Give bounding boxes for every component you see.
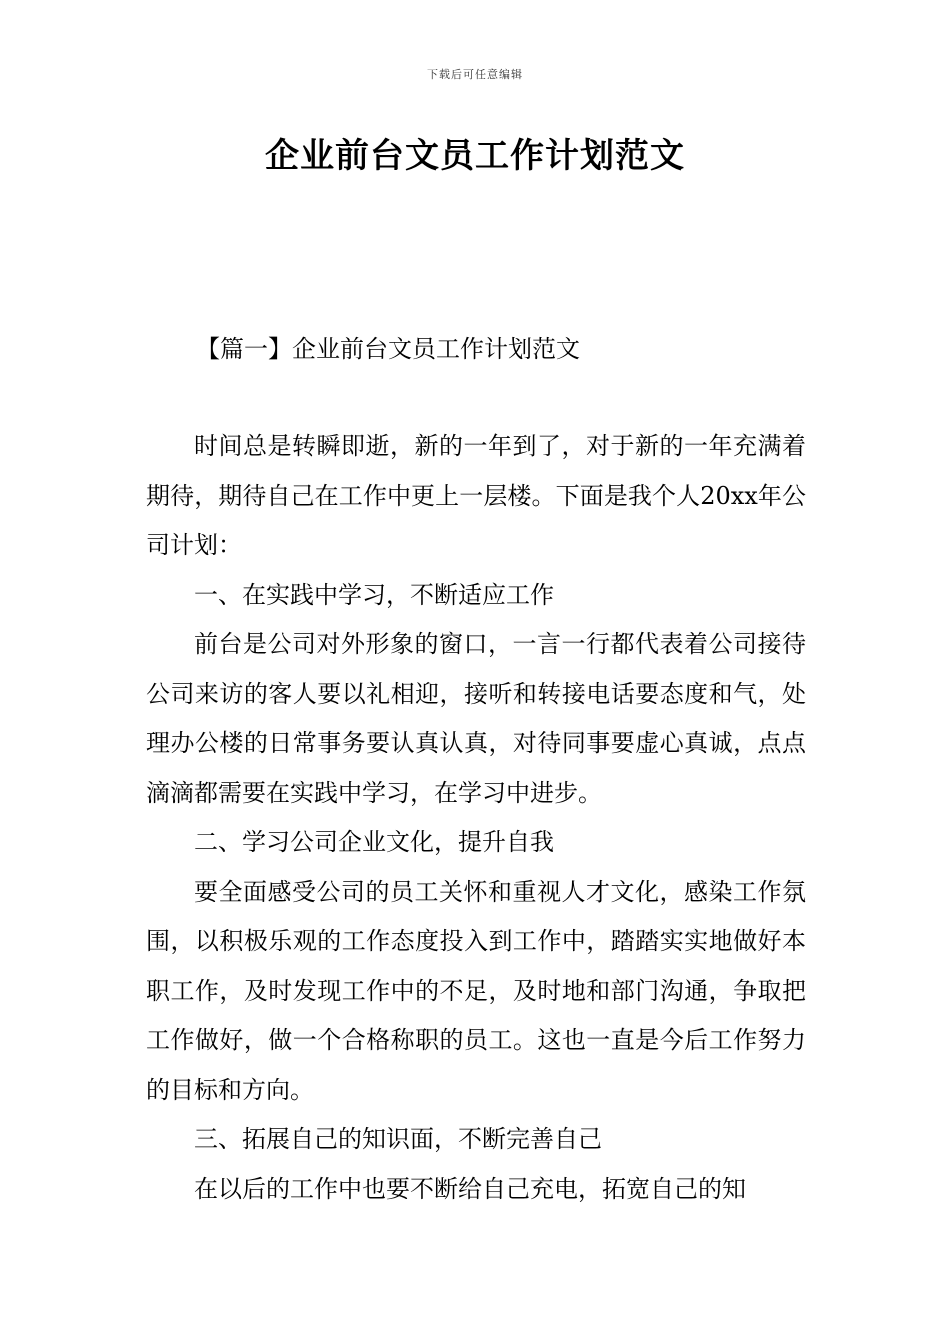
paragraph-1: 前台是公司对外形象的窗口，一言一行都代表着公司接待公司来访的客人要以礼相迎，接听和转接电话要态度和气，处理办公楼的日常事务要认真认真，对待同事要虚心真诚，点点滴滴都需要在实践中学习，在学习中进步。 — [146, 630, 806, 807]
paragraph-3: 在以后的工作中也要不断给自己充电，拓宽自己的知 — [194, 1174, 746, 1203]
paragraph-intro: 时间总是转瞬即逝，新的一年到了，对于新的一年充满着期待，期待自己在工作中更上一层楼。下面是我个人20xx年公司计划： — [146, 432, 806, 559]
subheading-2: 二、学习公司企业文化，提升自我 — [194, 828, 554, 856]
document-body — [146, 422, 806, 1214]
subheading-1: 一、在实践中学习，不断适应工作 — [194, 580, 554, 609]
section-heading: 【篇一】企业前台文员工作计划范文 — [196, 335, 580, 363]
header-note: 下载后可任意编辑 — [427, 68, 523, 81]
subheading-3: 三、拓展自己的知识面，不断完善自己 — [194, 1125, 602, 1153]
paragraph-2: 要全面感受公司的员工关怀和重视人才文化，感染工作氛围，以积极乐观的工作态度投入到工作中，踏踏实实地做好本职工作，及时发现工作中的不足，及时地和部门沟通，争取把工作做好，做一个合格称职的员工。这也一直是今后工作努力的目标和方向。 — [146, 877, 806, 1104]
document-title: 企业前台文员工作计划范文 — [265, 136, 685, 176]
